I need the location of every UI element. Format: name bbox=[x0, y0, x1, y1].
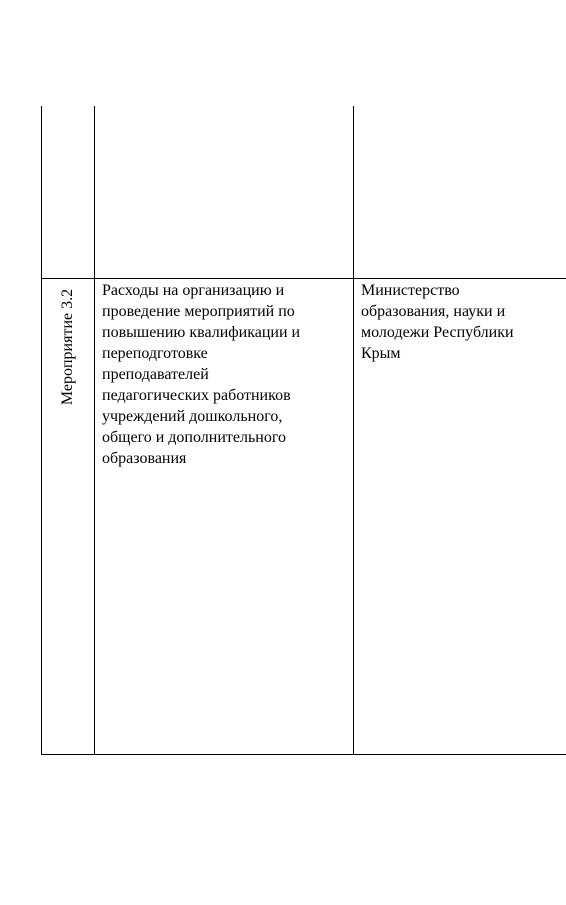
activity-cell bbox=[42, 279, 94, 479]
table-row-divider bbox=[41, 278, 566, 279]
table-column-divider-2 bbox=[353, 106, 354, 755]
description-line: педагогических работников bbox=[102, 387, 291, 404]
description-line: образования bbox=[102, 450, 187, 467]
description-line: Расходы на организацию и bbox=[102, 282, 285, 299]
activity-label: Мероприятие 3.2 bbox=[59, 288, 76, 406]
description-line: повышению квалификации и bbox=[102, 324, 301, 341]
responsible-line: Крым bbox=[361, 345, 401, 362]
responsible-line: молодежи Республики bbox=[361, 324, 514, 341]
description-line: общего и дополнительного bbox=[102, 429, 286, 446]
responsible-line: образования, науки и bbox=[361, 303, 506, 320]
table-column-divider-1 bbox=[94, 106, 95, 755]
description-line: проведение мероприятий по bbox=[102, 303, 295, 320]
description-line: преподавателей bbox=[102, 366, 209, 383]
table-border-bottom bbox=[41, 754, 566, 755]
responsible-cell bbox=[361, 280, 561, 364]
responsible-line: Министерство bbox=[361, 282, 460, 299]
description-cell bbox=[102, 280, 348, 469]
description-line: учреждений дошкольного, bbox=[102, 408, 283, 425]
description-line: переподготовке bbox=[102, 345, 208, 362]
